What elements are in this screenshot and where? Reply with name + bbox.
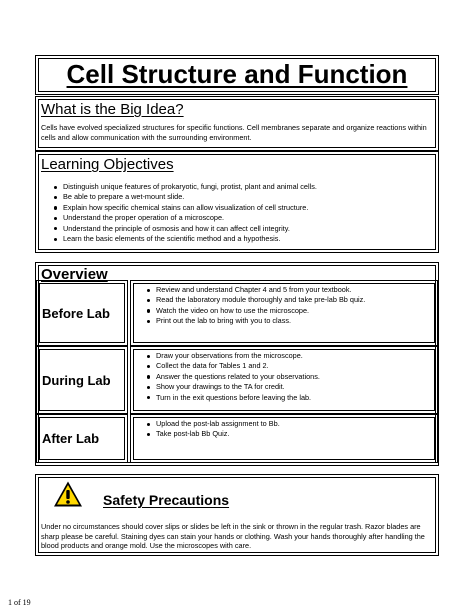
task-item: Upload the post-lab assignment to Bb.	[156, 419, 434, 429]
overview-row-before-lab	[39, 283, 435, 343]
task-item: Show your drawings to the TA for credit.	[156, 382, 434, 392]
overview-section	[38, 265, 436, 463]
safety-section	[38, 477, 436, 553]
overview-heading: Overview	[41, 266, 108, 283]
during-lab-tasks	[133, 349, 435, 411]
task-item: Print out the lab to bring with you to class.	[156, 316, 434, 326]
objective-item: Understand the principle of osmosis and how it can affect cell integrity.	[63, 224, 317, 234]
page-number: 1 of 19	[8, 598, 31, 607]
objective-item: Understand the proper operation of a microscope.	[63, 213, 317, 223]
objectives-list	[39, 182, 317, 244]
task-item: Answer the questions related to your observations.	[156, 372, 434, 382]
overview-row-after-lab	[39, 417, 435, 460]
task-item: Read the laboratory module thoroughly and take pre-lab Bb quiz.	[156, 295, 434, 305]
safety-heading: Safety Precautions	[103, 492, 230, 508]
task-item: Draw your observations from the microscope.	[156, 351, 434, 361]
objective-item: Distinguish unique features of prokaryotic, fungi, protist, plant and animal cells.	[63, 182, 317, 191]
task-item: Take post-lab Bb Quiz.	[156, 429, 434, 439]
learning-objectives-section	[38, 154, 436, 250]
big-idea-section	[38, 99, 436, 148]
big-idea-text: Cells have evolved specialized structures for specific functions. Cell membranes separate and organize reactions within cells and allow communication with the surrounding environment.	[41, 123, 427, 142]
overview-row-during-lab	[39, 349, 435, 411]
task-item: Turn in the exit questions before leaving the lab.	[156, 393, 434, 403]
during-lab-label: During Lab	[39, 349, 125, 411]
objective-item: Be able to prepare a wet-mount slide.	[63, 192, 317, 202]
after-lab-tasks	[133, 417, 435, 460]
before-lab-label: Before Lab	[39, 283, 125, 343]
task-item: Watch the video on how to use the microscope.	[156, 306, 434, 316]
task-item: Collect the data for Tables 1 and 2.	[156, 361, 434, 371]
task-item: Review and understand Chapter 4 and 5 from your textbook.	[156, 285, 434, 295]
warning-icon	[53, 480, 83, 508]
learning-objectives-heading: Learning Objectives	[41, 156, 174, 173]
objective-item: Learn the basic elements of the scientific method and a hypothesis.	[63, 234, 317, 244]
before-lab-tasks	[133, 283, 435, 343]
after-lab-label: After Lab	[39, 417, 125, 460]
objective-item: Explain how specific chemical stains can allow visualization of cell structure.	[63, 203, 317, 213]
big-idea-heading: What is the Big Idea?	[41, 101, 184, 118]
title-box	[38, 58, 436, 92]
safety-text: Under no circumstances should cover slips or slides be left in the sink or thrown in the regular trash. Razor blades are sharp please be careful. Staining dyes can stain your hands or clothing. Wash your hands thoroughly after handling the blood products and orange mold. Use the microscopes with care.	[41, 522, 425, 551]
page-title: Cell Structure and Function	[66, 59, 408, 89]
